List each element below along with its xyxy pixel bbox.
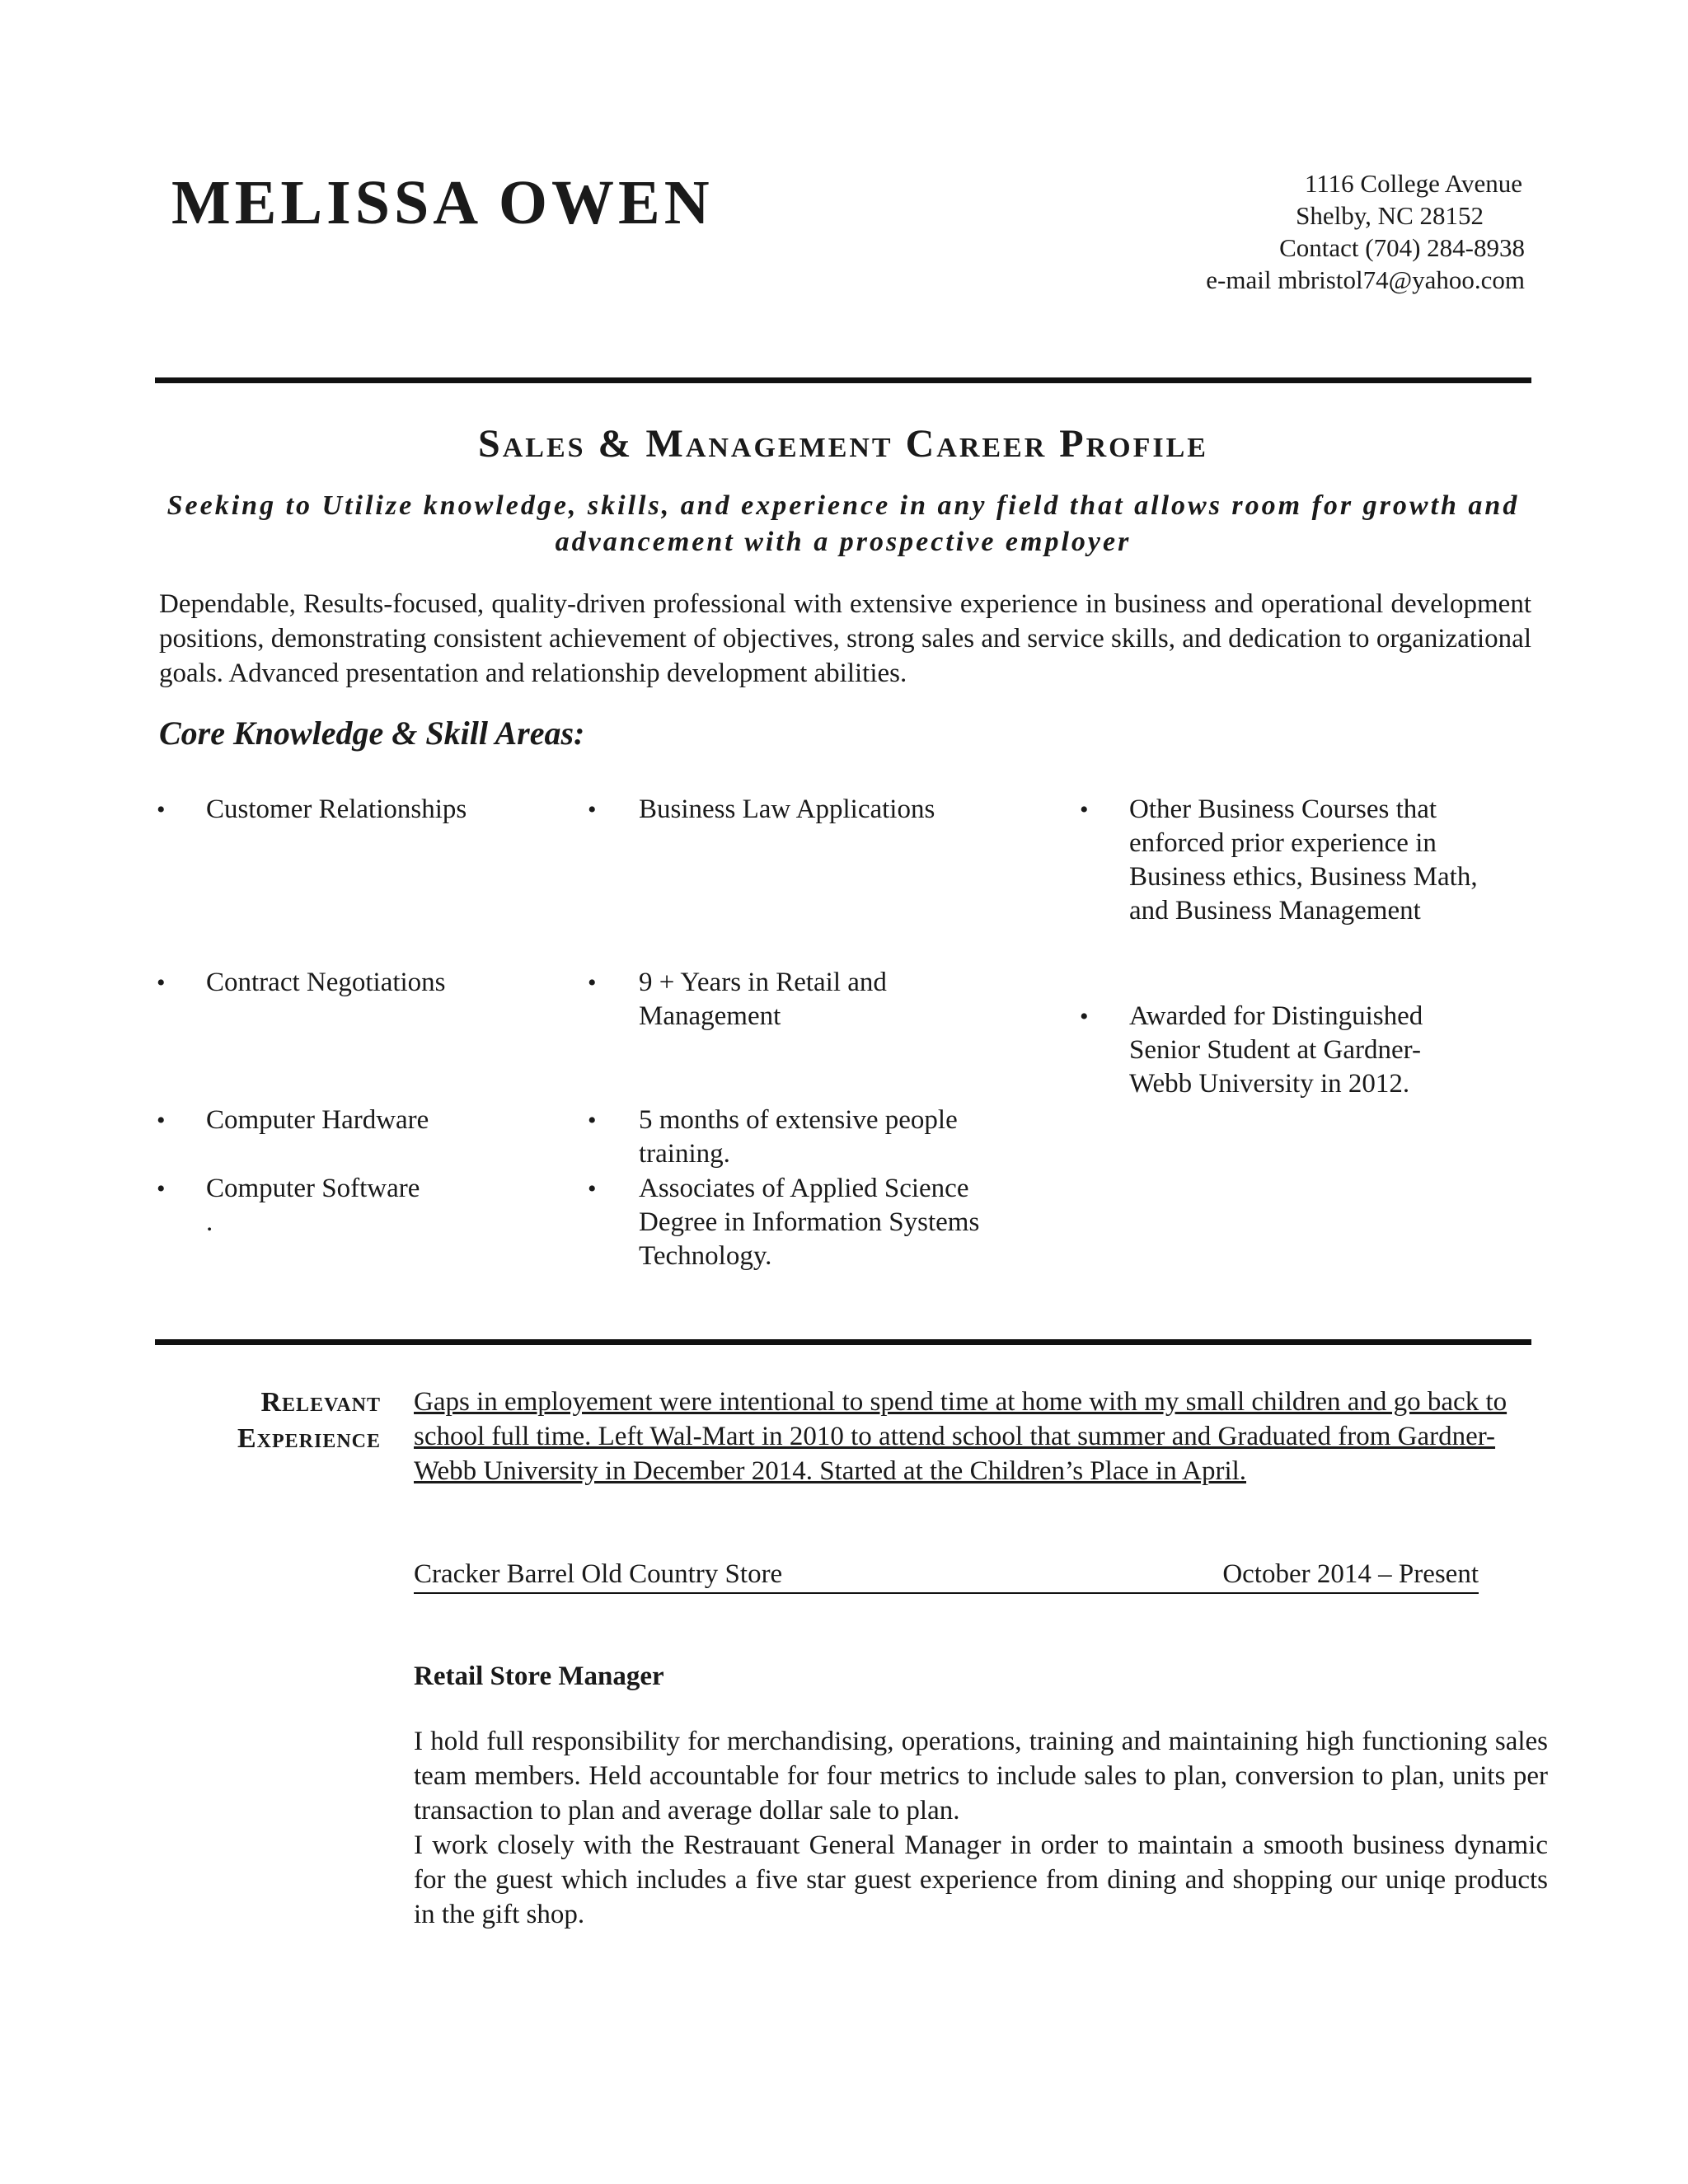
- address-line-2: Shelby, NC 28152: [1296, 201, 1484, 230]
- employment-dates: October 2014 – Present: [1222, 1559, 1479, 1589]
- bullet-icon: •: [588, 796, 597, 823]
- experience-label-line-1: Relevant: [260, 1387, 381, 1418]
- job-description-paragraph: I hold full responsibility for merchandising, operations, training and maintaining high functioning sales team members. Held accountable for four metrics to include sales to plan, conversion to plan, units per transaction to plan and average dollar sale to plan.: [414, 1727, 1548, 1825]
- header-divider: [155, 377, 1531, 383]
- profile-title: Sales & Management Career Profile: [478, 422, 1208, 466]
- skill-item: Computer Software: [206, 1174, 420, 1203]
- contact-email: e-mail mbristol74@yahoo.com: [1206, 265, 1525, 294]
- objective-line-1: Seeking to Utilize knowledge, skills, and experience in any field that allows room for growth and: [166, 490, 1520, 521]
- profile-summary: Dependable, Results-focused, quality-driven professional with extensive experience in business and operational development positions, demonstrating consistent achievement of objectives, strong sales and service skills, and dedication to organizational goals. Advanced presentation and relationship development abilities.: [159, 589, 1531, 688]
- address-line-1: 1116 College Avenue: [1304, 169, 1522, 198]
- objective-line-2: advancement with a prospective employer: [555, 527, 1132, 557]
- skill-item: Other Business Courses that enforced prior experience in Business ethics, Business Math, and Business Management: [1129, 794, 1478, 926]
- core-skills-heading: Core Knowledge & Skill Areas:: [159, 715, 585, 752]
- bullet-icon: •: [157, 969, 166, 996]
- experience-label-line-2: Experience: [237, 1423, 381, 1454]
- bullet-icon: •: [588, 969, 597, 996]
- skill-item: Associates of Applied Science Degree in Information Systems Technology.: [639, 1174, 980, 1271]
- job-description-paragraph: I work closely with the Restrauant General Manager in order to maintain a smooth business dynamic for the guest which includes a five star guest experience from dining and shopping our uniqe products in the gift shop.: [414, 1830, 1548, 1929]
- skill-item: 5 months of extensive people training.: [639, 1105, 958, 1169]
- job-description: [414, 1724, 1548, 1932]
- skill-item: Business Law Applications: [639, 794, 935, 824]
- experience-label: [148, 1385, 381, 1457]
- bullet-icon: •: [157, 1107, 166, 1134]
- contact-phone: Contact (704) 284-8938: [1279, 233, 1525, 262]
- skill-item: Computer Hardware: [206, 1105, 429, 1135]
- skill-item: Customer Relationships: [206, 794, 467, 824]
- employer-line: [414, 1556, 1479, 1594]
- skill-item: Awarded for Distinguished Senior Student at Gardner-Webb University in 2012.: [1129, 1001, 1423, 1099]
- bullet-icon: •: [1080, 1003, 1089, 1030]
- skill-item: 9 + Years in Retail and Management: [639, 968, 887, 1031]
- employer-name: Cracker Barrel Old Country Store: [414, 1559, 783, 1589]
- bullet-icon: •: [588, 1107, 597, 1134]
- bullet-icon: •: [157, 1175, 166, 1202]
- skill-trailing-dot: .: [206, 1207, 213, 1237]
- bullet-icon: •: [588, 1175, 597, 1202]
- contact-block: [948, 167, 1525, 296]
- bullet-icon: •: [1080, 796, 1089, 823]
- section-divider: [155, 1339, 1531, 1345]
- candidate-name: MELISSA OWEN: [171, 168, 714, 237]
- job-title: Retail Store Manager: [414, 1661, 664, 1691]
- objective-statement: [155, 488, 1531, 560]
- bullet-icon: •: [157, 796, 166, 823]
- skill-item: Contract Negotiations: [206, 968, 446, 997]
- employment-gaps-note: Gaps in employement were intentional to spend time at home with my small children and go back to school full time. Left Wal-Mart in 2010 to attend school that summer and Graduated from Gardner-Webb University in December 2014. Started at the Children’s Place in April.: [414, 1387, 1507, 1486]
